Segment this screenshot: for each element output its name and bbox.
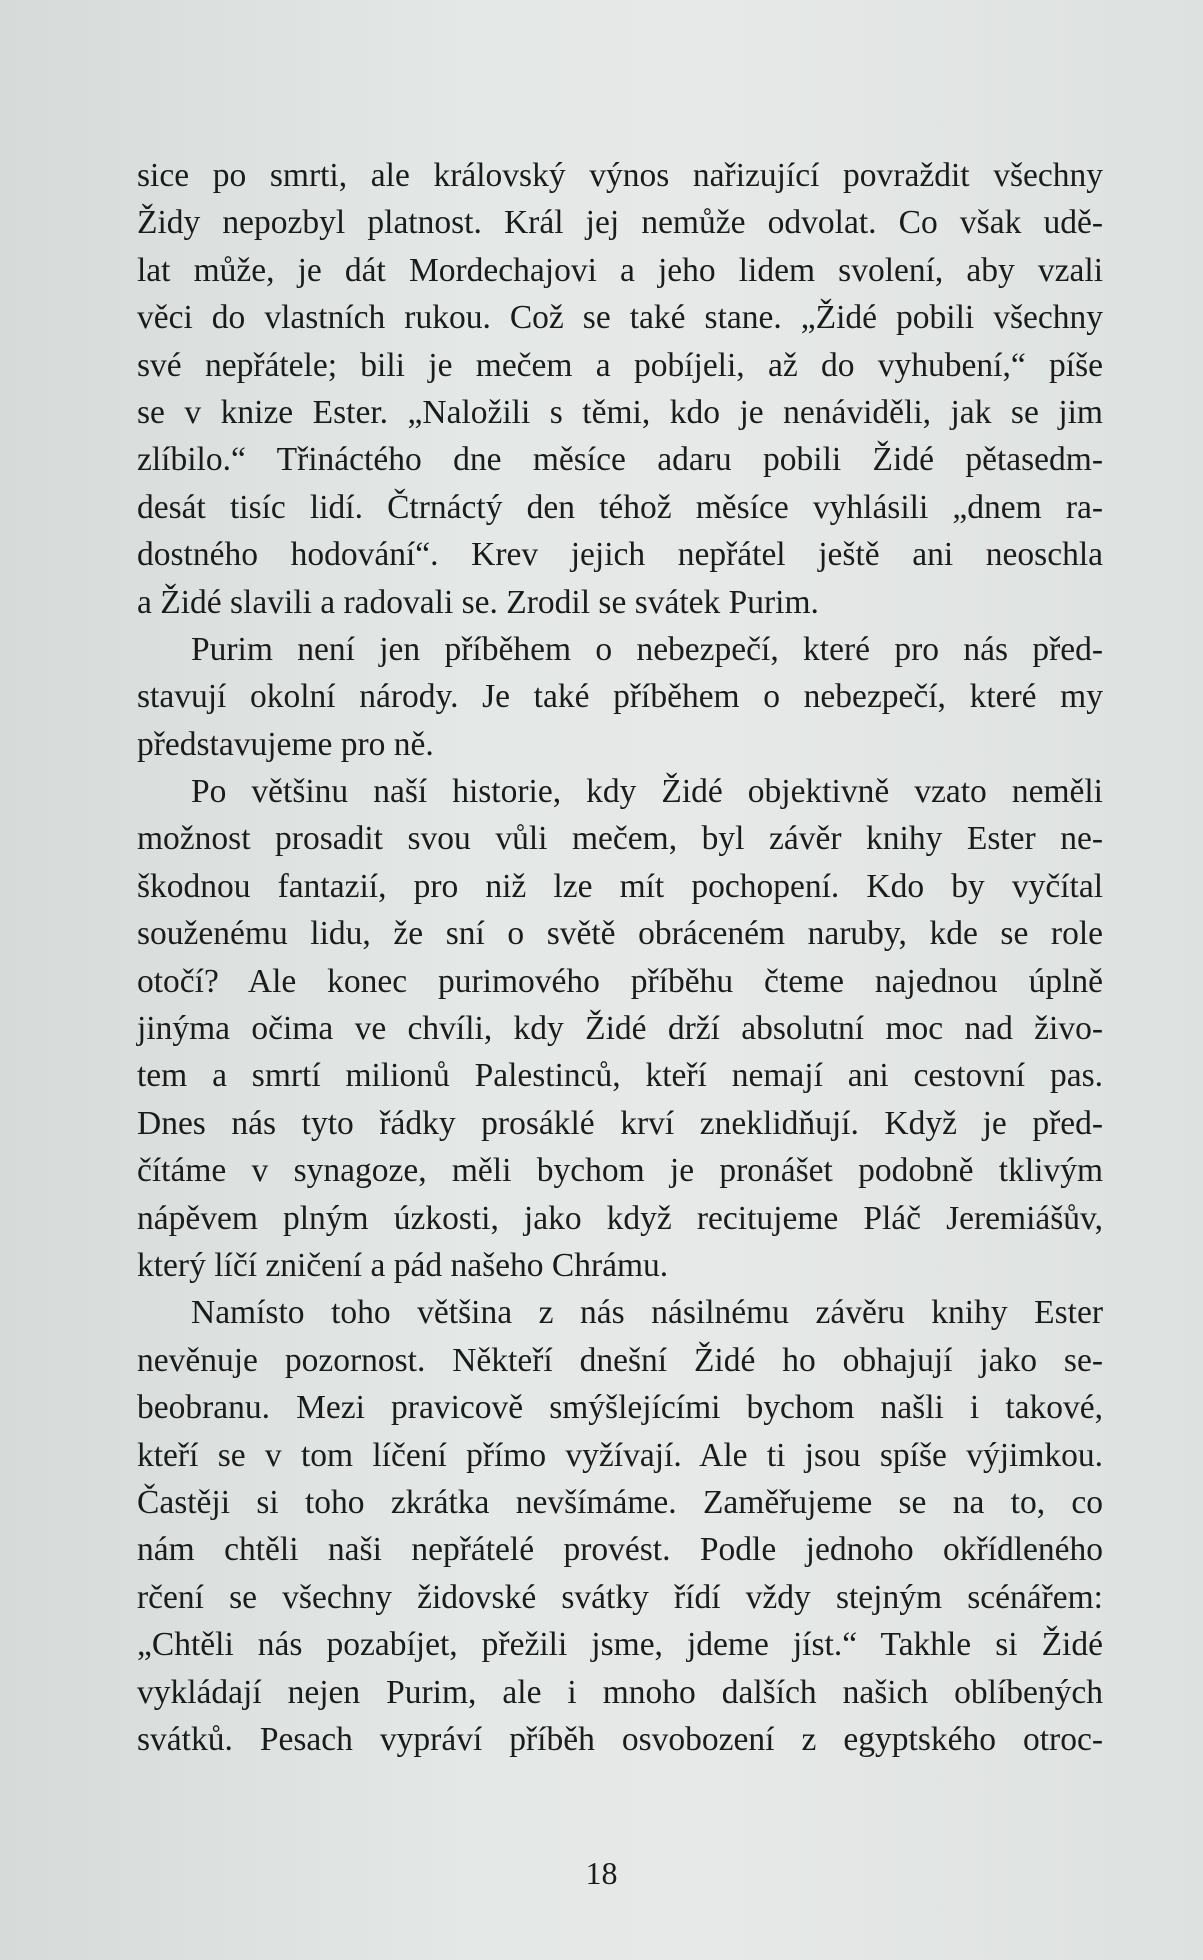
text-line: představujeme pro ně. xyxy=(137,725,434,763)
text-line: kteří se v tom líčení přímo vyžívají. Ale ti jsou spíše výjimkou. xyxy=(137,1436,1103,1474)
text-line: lat může, je dát Mordechajovi a jeho lidem svolení, aby vzali xyxy=(137,251,1103,289)
text-line: věci do vlastních rukou. Což se také stane. „Židé pobili všechny xyxy=(137,299,1103,337)
paragraph xyxy=(137,768,1103,1289)
text-line: zlíbilo.“ Třináctého dne měsíce adaru pobili Židé pětasedm- xyxy=(137,441,1103,479)
text-line: nám chtěli naši nepřátelé provést. Podle jednoho okřídleného xyxy=(137,1531,1103,1569)
text-line: Purim není jen příběhem o nebezpečí, které pro nás před- xyxy=(191,630,1103,668)
text-line: který líčí zničení a pád našeho Chrámu. xyxy=(137,1246,669,1284)
text-line: nápěvem plným úzkosti, jako když recitujeme Pláč Jeremiášův, xyxy=(137,1199,1103,1237)
paragraph xyxy=(137,1289,1103,1763)
text-line: dostného hodování“. Krev jejich nepřátel ještě ani neoschla xyxy=(137,536,1103,574)
text-line: vykládají nejen Purim, ale i mnoho dalších našich oblíbených xyxy=(137,1673,1103,1711)
text-line: beobranu. Mezi pravicově smýšlejícími bychom našli i takové, xyxy=(137,1389,1103,1427)
text-line: desát tisíc lidí. Čtrnáctý den téhož měsíce vyhlásili „dnem ra- xyxy=(137,488,1103,526)
text-line: tem a smrtí milionů Palestinců, kteří nemají ani cestovní pas. xyxy=(137,1057,1103,1095)
text-line: se v knize Ester. „Naložili s těmi, kdo je nenáviděli, jak se jim xyxy=(137,393,1103,431)
text-line: a Židé slavili a radovali se. Zrodil se svátek Purim. xyxy=(137,583,819,621)
text-line: škodnou fantazií, pro niž lze mít pochopení. Kdo by vyčítal xyxy=(137,867,1103,905)
text-line: čítáme v synagoze, měli bychom je pronášet podobně tklivým xyxy=(137,1152,1103,1190)
text-line: sice po smrti, ale královský výnos nařizující povraždit všechny xyxy=(137,157,1103,194)
text-line: své nepřátele; bili je mečem a pobíjeli, až do vyhubení,“ píše xyxy=(137,346,1103,384)
text-line: souženému lidu, že sní o světě obráceném naruby, kde se role xyxy=(137,915,1103,953)
text-line: Židy nepozbyl platnost. Král jej nemůže odvolat. Co však udě- xyxy=(137,204,1103,242)
paragraph xyxy=(137,626,1103,768)
text-line: stavují okolní národy. Je také příběhem o nebezpečí, které my xyxy=(137,678,1103,716)
text-line: jinýma očima ve chvíli, kdy Židé drží absolutní moc nad živo- xyxy=(137,1010,1103,1048)
text-line: otočí? Ale konec purimového příběhu čteme najednou úplně xyxy=(137,962,1103,1000)
text-line: možnost prosadit svou vůli mečem, byl závěr knihy Ester ne- xyxy=(137,820,1103,858)
text-line: Namísto toho většina z nás násilnému závěru knihy Ester xyxy=(191,1294,1103,1332)
text-line: „Chtěli nás pozabíjet, přežili jsme, jdeme jíst.“ Takhle si Židé xyxy=(137,1626,1103,1664)
body-text xyxy=(137,152,1103,1763)
text-line: Častěji si toho zkrátka nevšímáme. Zaměřujeme se na to, co xyxy=(137,1483,1103,1521)
page-number: 18 xyxy=(585,1855,618,1891)
text-line: rčení se všechny židovské svátky řídí vždy stejným scénářem: xyxy=(137,1578,1103,1616)
text-line: svátků. Pesach vypráví příběh osvobození z egyptského otroc- xyxy=(137,1720,1103,1758)
text-line: Dnes nás tyto řádky prosáklé krví zneklidňují. Když je před- xyxy=(137,1104,1103,1142)
text-line: Po většinu naší historie, kdy Židé objektivně vzato neměli xyxy=(191,773,1103,811)
text-line: nevěnuje pozornost. Někteří dnešní Židé ho obhajují jako se- xyxy=(137,1341,1103,1379)
paragraph xyxy=(137,152,1103,626)
